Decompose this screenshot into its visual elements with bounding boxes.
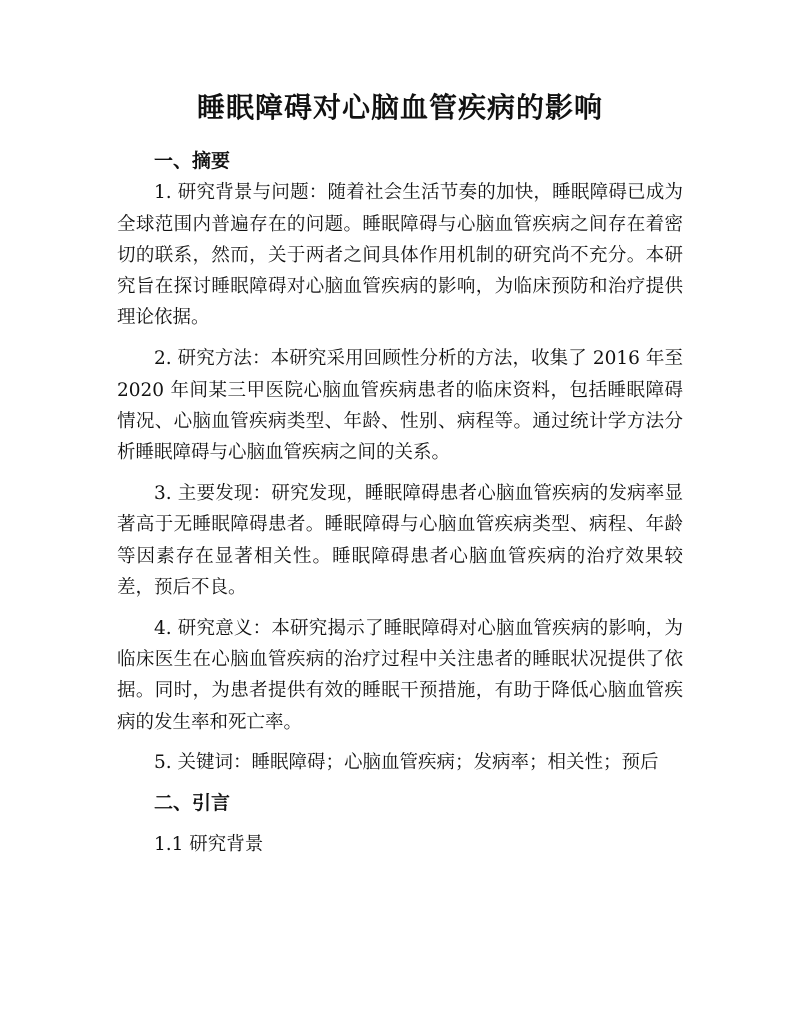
abstract-item-keywords-body: 睡眠障碍；心脑血管疾病；发病率；相关性；预后 [251, 752, 659, 774]
paragraph-gap [117, 819, 683, 829]
abstract-item-significance-text [117, 613, 683, 738]
abstract-item-findings-text [117, 478, 683, 603]
abstract-item-background-label: 1. 研究背景与问题： [154, 182, 328, 204]
abstract-item-keywords-label: 5. 关键词： [154, 752, 252, 774]
subsection-heading-background: 1.1 研究背景 [154, 833, 264, 855]
abstract-item-method-text [117, 343, 683, 468]
paragraph-gap [117, 468, 683, 478]
abstract-item-background-body: 随着社会生活节奏的加快，睡眠障碍已成为全球范围内普遍存在的问题。睡眠障碍与心脑血管疾病之间存在着密切的联系，然而，关于两者之间具体作用机制的研究尚不充分。本研究旨在探讨睡眠障碍对心脑血管疾病的影响，为临床预防和治疗提供理论依据。 [117, 182, 683, 329]
abstract-item-findings-body: 研究发现，睡眠障碍患者心脑血管疾病的发病率显著高于无睡眠障碍患者。睡眠障碍与心脑血管疾病类型、病程、年龄等因素存在显著相关性。睡眠障碍患者心脑血管疾病的治疗效果较差，预后不良。 [117, 482, 683, 598]
abstract-item-keywords [117, 747, 683, 778]
paragraph-gap [117, 779, 683, 789]
abstract-item-background-text [117, 177, 683, 333]
abstract-item-method-label: 2. 研究方法： [154, 348, 271, 370]
abstract-item-significance-body: 本研究揭示了睡眠障碍对心脑血管疾病的影响，为临床医生在心脑血管疾病的治疗过程中关注患者的睡眠状况提供了依据。同时，为患者提供有效的睡眠干预措施，有助于降低心脑血管疾病的发生率和死亡率。 [117, 617, 683, 733]
abstract-item-method [117, 343, 683, 468]
section-heading-abstract: 一、摘要 [154, 150, 231, 172]
document-body [117, 146, 683, 860]
abstract-item-keywords-text [117, 747, 683, 778]
abstract-item-findings-label: 3. 主要发现： [154, 482, 272, 504]
section-heading-introduction: 二、引言 [154, 792, 231, 815]
document-title: 睡眠障碍对心脑血管疾病的影响 [196, 91, 603, 124]
paragraph-gap [117, 738, 683, 748]
paragraph-gap [117, 334, 683, 344]
abstract-item-findings [117, 478, 683, 603]
abstract-item-significance [117, 613, 683, 738]
abstract-item-background [117, 177, 683, 333]
paragraph-gap [117, 603, 683, 613]
abstract-item-method-body: 本研究采用回顾性分析的方法，收集了 2016 年至 2020 年间某三甲医院心脑血管疾病患者的临床资料，包括睡眠障碍情况、心脑血管疾病类型、年龄、性别、病程等。通过统计学方法分析睡眠障碍与心脑血管疾病之间的关系。 [117, 348, 683, 464]
abstract-item-significance-label: 4. 研究意义： [154, 617, 272, 639]
